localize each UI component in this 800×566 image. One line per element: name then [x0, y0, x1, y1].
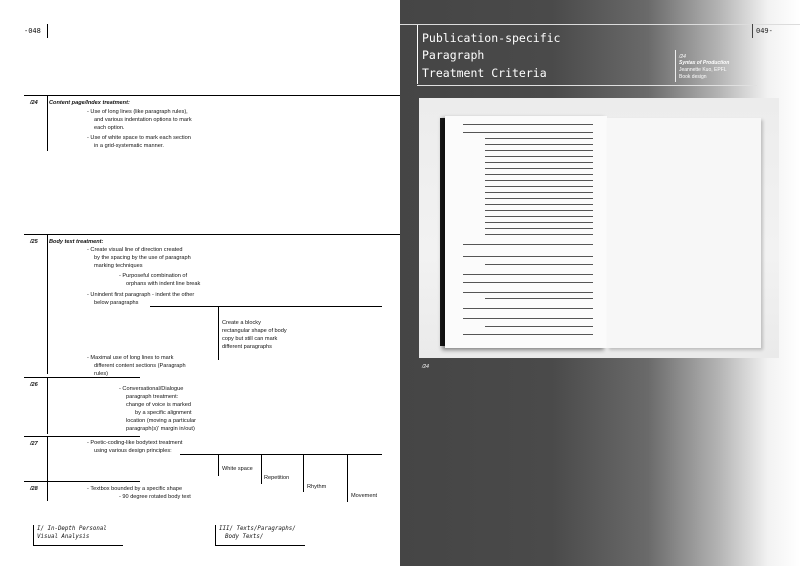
body-line: using various design principles: — [94, 448, 172, 454]
section-title: Content page/Index treatment: — [49, 100, 130, 106]
image-label: /24 — [422, 364, 429, 370]
body-line: paragraph(s)' margin in/out) — [126, 426, 195, 432]
body-line: - Purposeful combination of — [119, 273, 188, 279]
title-line: Treatment Criteria — [422, 66, 547, 80]
footer-rule — [33, 525, 34, 545]
section-rule — [24, 377, 140, 378]
principle-movement: Movement — [351, 493, 378, 499]
footer-rule — [215, 525, 216, 545]
body-line: change of voice is marked — [126, 402, 191, 408]
caption-title: Syntax of Production — [679, 60, 730, 66]
body-line: marking techniques — [94, 263, 143, 269]
caption-number: /24 — [679, 54, 686, 60]
body-line: by the spacing by the use of paragraph — [94, 255, 191, 261]
body-line: - Unindent first paragraph - indent the other — [87, 292, 195, 298]
block-text: different paragraphs — [222, 344, 272, 350]
section-title: Body text treatment: — [49, 239, 104, 245]
right-page-number: 049- — [756, 27, 773, 35]
body-line: - Textbox bounded by a specific shape — [87, 486, 183, 492]
block-text: rectangular shape of body — [222, 328, 287, 334]
page-number-rule — [752, 24, 753, 38]
section-number: /27 — [30, 441, 38, 447]
section-vertical-rule — [47, 377, 48, 434]
section-number: /28 — [30, 486, 38, 492]
body-line: paragraph treatment: — [126, 394, 179, 400]
principle-white-space: White space — [222, 466, 253, 472]
title-bottom-rule — [417, 85, 757, 86]
footer-right-line: Body Texts/ — [225, 534, 264, 540]
section-rule — [24, 95, 400, 96]
footer-right-line: III/ Texts/Paragraphs/ — [219, 526, 296, 532]
section-vertical-rule — [47, 234, 48, 374]
body-line: - Use of long lines (like paragraph rules), — [87, 109, 188, 115]
section-rule — [24, 481, 140, 482]
body-line: each option. — [94, 125, 125, 131]
principle-divider — [261, 454, 262, 484]
body-line: - Poetic-coding-like bodytext treatment — [87, 440, 183, 446]
book-right-page — [607, 118, 761, 348]
footer-underline — [215, 545, 305, 546]
section-vertical-rule — [47, 481, 48, 501]
body-line: - 90 degree rotated body text — [119, 494, 191, 500]
section-number: /24 — [30, 100, 38, 106]
title-line: Publication-specific — [422, 31, 561, 45]
footer-left-line: Visual Analysis — [37, 534, 90, 540]
body-line: and various indentation options to mark — [94, 117, 192, 123]
page-number-rule — [47, 24, 48, 38]
section-vertical-rule — [47, 436, 48, 482]
principles-rule — [180, 454, 382, 455]
title-rule — [417, 24, 418, 84]
principle-divider — [347, 454, 348, 502]
body-line: orphans with indent line break — [126, 281, 201, 287]
block-rule — [218, 306, 219, 360]
book-left-page — [445, 116, 607, 348]
principle-divider — [303, 454, 304, 492]
body-line: below paragraphs — [94, 300, 139, 306]
caption-kind: Book design — [679, 74, 707, 80]
body-line: in a grid-systematic manner. — [94, 143, 164, 149]
body-line: - Conversational/Dialogue — [119, 386, 184, 392]
section-number: /26 — [30, 382, 38, 388]
section-number: /25 — [30, 239, 38, 245]
section-rule — [24, 234, 400, 235]
caption-rule — [675, 50, 676, 82]
caption-author: Jeannette Kuo, EPFL — [679, 67, 727, 73]
block-text: copy but still can mark — [222, 336, 278, 342]
section-rule — [24, 436, 140, 437]
body-line: - Maximal use of long lines to mark — [87, 355, 174, 361]
footer-left-line: I/ In-Depth Personal — [37, 526, 107, 532]
body-line: - Create visual line of direction created — [87, 247, 183, 253]
paragraph-rule — [150, 306, 382, 307]
principle-rhythm: Rhythm — [307, 484, 327, 490]
principle-repetition: Repetition — [264, 475, 290, 481]
section-vertical-rule — [47, 95, 48, 151]
title-line: Paragraph — [422, 48, 485, 62]
principle-divider — [218, 454, 219, 476]
body-line: - Use of white space to mark each section — [87, 135, 191, 141]
body-line: location (moving a particular — [126, 418, 196, 424]
left-page-number: -048 — [24, 27, 41, 35]
body-line: different content sections (Paragraph — [94, 363, 186, 369]
block-text: Create a blocky — [222, 320, 261, 326]
body-line: rules) — [94, 371, 108, 377]
title-top-rule — [400, 24, 800, 25]
body-line: by a specific alignment — [135, 410, 192, 416]
footer-underline — [33, 545, 123, 546]
